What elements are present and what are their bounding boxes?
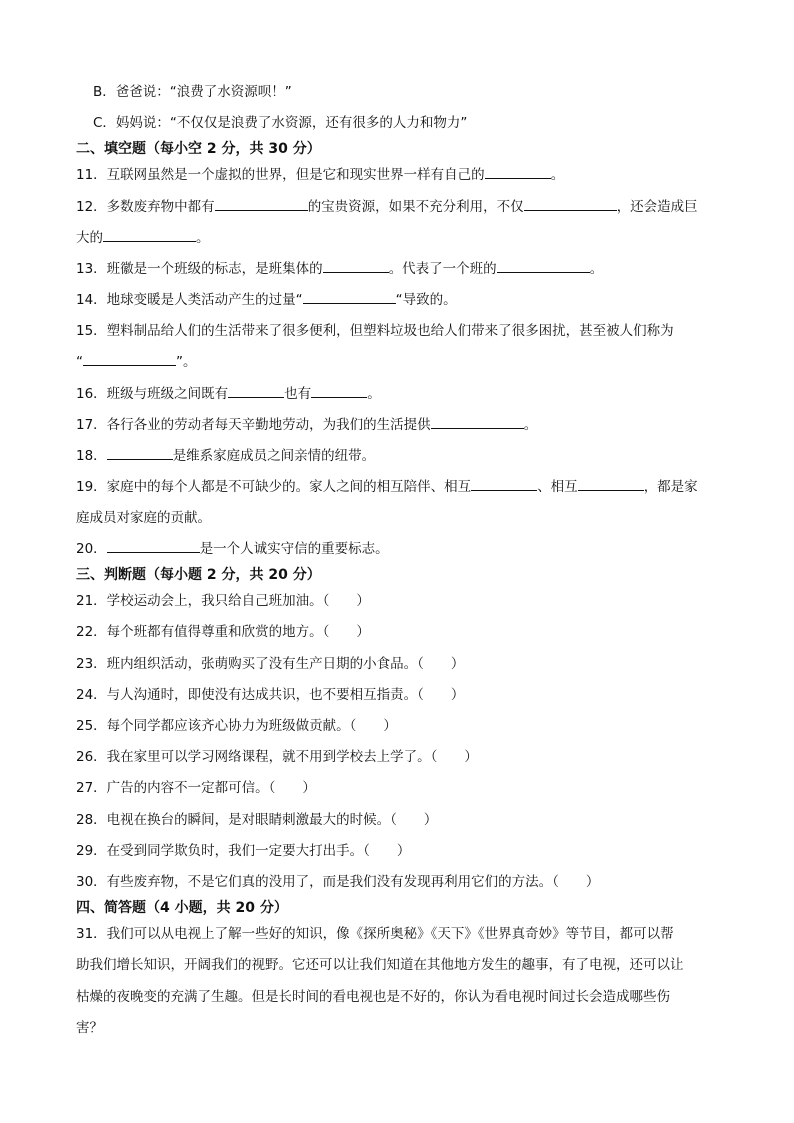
question-31-line-1: 31．我们可以从电视上了解一些好的知识，像《探所奥秘》《天下》《世界真奇妙》等节目，都可以帮: [76, 926, 674, 942]
question-17: 17．各行各业的劳动者每天辛勤地劳动，为我们的生活提供 。: [76, 417, 538, 433]
question-12: 12．多数废弃物中都有 的宝贵资源，如果不充分利用，不仅 ，还会造成巨: [76, 199, 698, 215]
option-c: C．妈妈说：“不仅仅是浪费了水资源，还有很多的人力和物力”: [93, 115, 468, 131]
answer-blank[interactable]: [103, 229, 196, 242]
question-25: 25．每个同学都应该齐心协力为班级做贡献。（ ）: [76, 718, 397, 734]
question-24: 24．与人沟通时，即使没有达成共识，也不要相互指责。（ ）: [76, 687, 465, 703]
answer-blank[interactable]: [431, 416, 524, 429]
question-31-line-2: 助我们增长知识，开阔我们的视野。它还可以让我们知道在其他地方发生的趣事，有了电视，还可以让: [76, 957, 684, 973]
question-16: 16．班级与班级之间既有 也有 。: [76, 386, 381, 402]
question-15-continued: “ ”。: [76, 354, 197, 370]
answer-blank[interactable]: [485, 166, 551, 179]
answer-blank[interactable]: [228, 385, 284, 398]
answer-blank[interactable]: [215, 198, 308, 211]
question-31-line-3: 枯燥的夜晚变的充满了生趣。但是长时间的看电视也是不好的，你认为看电视时间过长会造成哪些伤: [76, 989, 670, 1005]
question-15: 15．塑料制品给人们的生活带来了很多便利，但塑料垃圾也给人们带来了很多困扰，甚至被人们称为: [76, 323, 674, 339]
question-22: 22．每个班都有值得尊重和欣赏的地方。（ ）: [76, 624, 370, 640]
question-31-line-4: 害？: [76, 1020, 103, 1036]
question-14: 14．地球变暖是人类活动产生的过量“ “导致的。: [76, 292, 457, 308]
question-29: 29．在受到同学欺负时，我们一定要大打出手。（ ）: [76, 843, 411, 859]
answer-blank[interactable]: [311, 385, 367, 398]
answer-blank[interactable]: [578, 478, 644, 491]
question-28: 28．电视在换台的瞬间，是对眼睛刺激最大的时候。（ ）: [76, 812, 438, 828]
question-19-continued: 庭成员对家庭的贡献。: [76, 510, 211, 526]
question-18: 18． 是维系家庭成员之间亲情的纽带。: [76, 448, 376, 464]
answer-blank[interactable]: [107, 540, 200, 553]
answer-blank[interactable]: [83, 353, 176, 366]
question-27: 27．广告的内容不一定都可信。（ ）: [76, 780, 316, 796]
question-19: 19．家庭中的每个人都是不可缺少的。家人之间的相互陪伴、相互 、相互 ，都是家: [76, 479, 698, 495]
option-b: B．爸爸说：“浪费了水资源呗！”: [93, 84, 292, 100]
question-20: 20． 是一个人诚实守信的重要标志。: [76, 541, 389, 557]
question-23: 23．班内组织活动，张萌购买了没有生产日期的小食品。（ ）: [76, 656, 465, 672]
question-30: 30．有些废弃物，不是它们真的没用了，而是我们没有发现再利用它们的方法。（ ）: [76, 874, 600, 890]
question-21: 21．学校运动会上，我只给自己班加油。（ ）: [76, 593, 370, 609]
answer-blank[interactable]: [323, 260, 389, 273]
question-26: 26．我在家里可以学习网络课程，就不用到学校去上学了。（ ）: [76, 749, 478, 765]
question-13: 13．班徽是一个班级的标志，是班集体的 。代表了一个班的 。: [76, 261, 604, 277]
answer-blank[interactable]: [471, 478, 537, 491]
section-judgment-heading: 三、判断题（每小题 2 分，共 20 分）: [76, 567, 321, 583]
question-11: 11．互联网虽然是一个虚拟的世界，但是它和现实世界一样有自己的 。: [76, 167, 565, 183]
answer-blank[interactable]: [497, 260, 590, 273]
answer-blank[interactable]: [524, 198, 617, 211]
answer-blank[interactable]: [107, 447, 173, 460]
question-12-continued: 大的 。: [76, 230, 210, 246]
answer-blank[interactable]: [303, 291, 396, 304]
section-short-answer-heading: 四、简答题（4 小题，共 20 分）: [76, 900, 288, 916]
section-fill-in-heading: 二、填空题（每小空 2 分，共 30 分）: [76, 141, 321, 157]
